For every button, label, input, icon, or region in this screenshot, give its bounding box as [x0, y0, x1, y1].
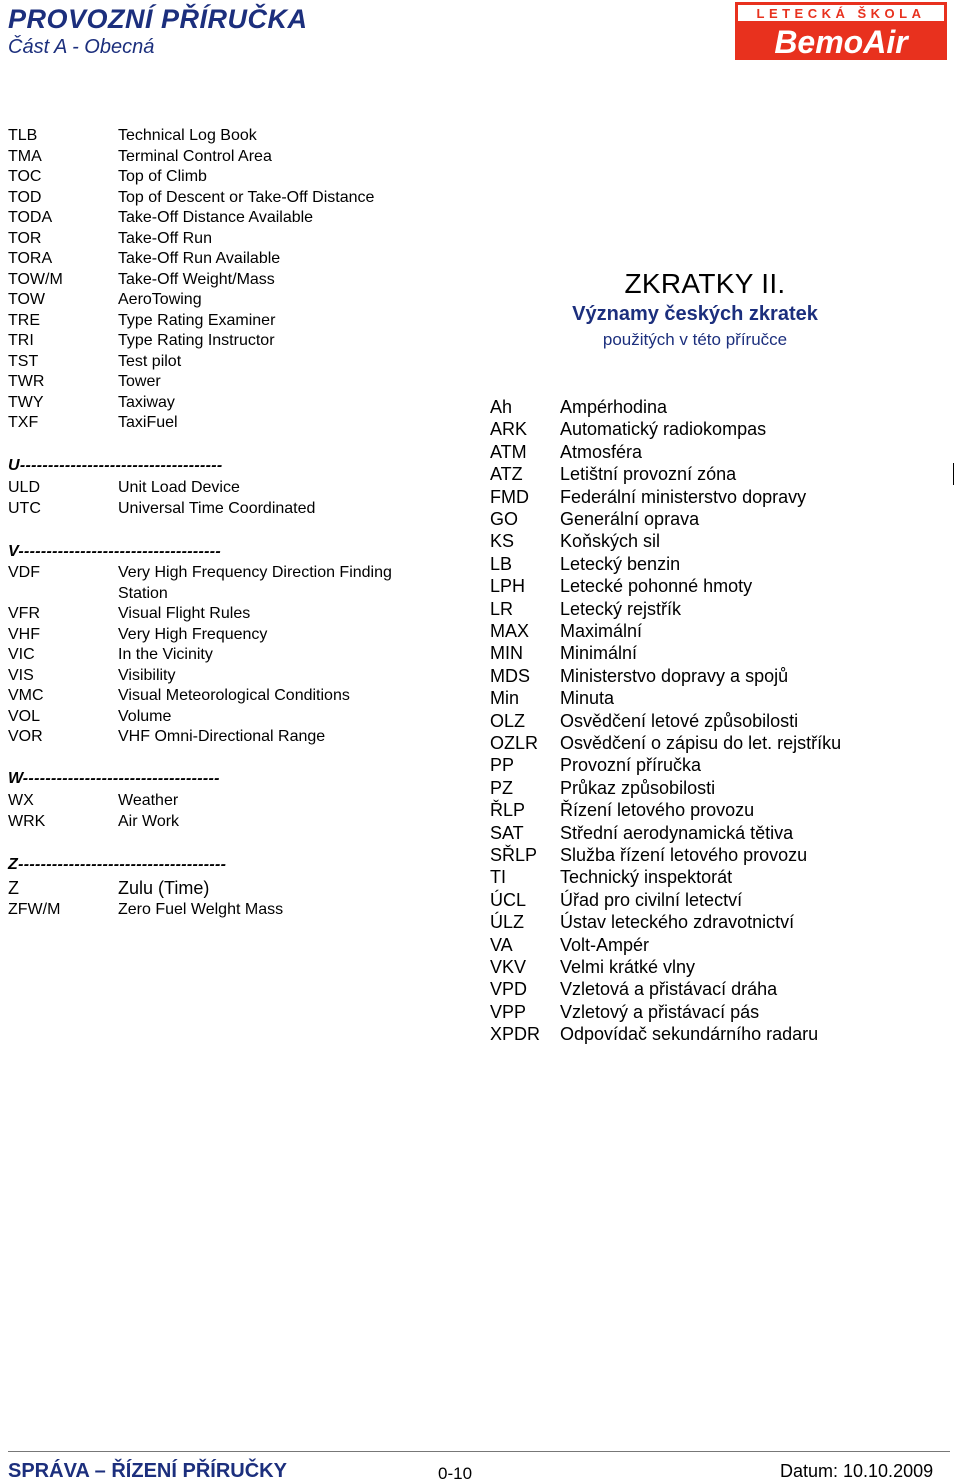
czech-abbreviation-row	[0, 978, 950, 1000]
section-divider: V------------------------------------	[8, 543, 221, 560]
czech-abbreviation-row	[0, 889, 950, 911]
abbreviation-meaning: Řízení letového provozu	[560, 800, 755, 821]
abbreviation-row	[0, 270, 470, 290]
czech-abbreviation-row	[0, 754, 950, 776]
czech-abbreviation-row	[0, 1001, 950, 1023]
abbreviation: ARK	[490, 419, 528, 440]
svg-text:LETECKÁ ŠKOLA: LETECKÁ ŠKOLA	[756, 6, 926, 21]
abbreviation-meaning: Visual Flight Rules	[118, 605, 251, 622]
abbreviation-meaning: Minimální	[560, 643, 638, 664]
abbreviation-row	[0, 208, 470, 228]
abbreviation-meaning: Maximální	[560, 621, 643, 641]
abbreviation: TWR	[8, 373, 45, 390]
abbreviation-row	[0, 249, 470, 269]
abbreviation-meaning: Minuta	[560, 688, 615, 709]
abbreviation-meaning: Letištní provozní zóna	[560, 464, 737, 485]
abbreviation-meaning: Zulu (Time)	[118, 878, 210, 898]
bemoair-logo	[735, 2, 947, 60]
abbreviation: VPD	[490, 979, 528, 1000]
czech-abbreviation-row	[0, 1023, 950, 1045]
abbreviation-meaning: Take-Off Run	[118, 229, 212, 247]
abbreviation-meaning: Very High Frequency Direction Finding	[118, 564, 392, 581]
section-subtitle-note: použitých v této příručce	[602, 330, 788, 349]
abbreviation: VA	[490, 934, 513, 955]
abbreviation-meaning: Very High Frequency	[118, 625, 268, 643]
abbreviation-row	[0, 147, 470, 167]
abbreviation-meaning: Osvědčení letové způsobilosti	[560, 710, 799, 731]
abbreviation: TOW/M	[8, 270, 63, 288]
abbreviation-meaning: Ministerstvo dopravy a spojů	[560, 665, 789, 686]
abbreviation: VDF	[8, 564, 40, 581]
abbreviation: TWY	[8, 393, 44, 411]
abbreviation-meaning: Visibility	[118, 666, 176, 684]
abbreviation: XPDR	[490, 1024, 541, 1045]
czech-abbreviation-row	[0, 911, 950, 933]
abbreviation: TI	[490, 867, 506, 888]
abbreviation-meaning: Take-Off Distance Available	[118, 209, 314, 226]
abbreviation-meaning: Průkaz způsobilosti	[560, 777, 716, 798]
abbreviation: VHF	[8, 625, 40, 643]
abbreviation-meaning: Volume	[118, 707, 172, 725]
abbreviation-meaning: Letecký benzin	[560, 553, 681, 574]
abbreviation-row	[0, 229, 470, 249]
abbreviation: TLB	[8, 127, 38, 144]
abbreviation-meaning: Tower	[118, 373, 161, 390]
abbreviation-meaning: AeroTowing	[118, 291, 202, 308]
abbreviation-meaning: In the Vicinity	[118, 646, 213, 663]
czech-abbreviation-row	[0, 553, 950, 575]
abbreviation-meaning: Technický inspektorát	[560, 867, 733, 888]
abbreviation-meaning: Odpovídač sekundárního radaru	[560, 1024, 819, 1045]
abbreviation-row	[0, 126, 470, 146]
czech-abbreviation-row	[0, 441, 950, 463]
abbreviation-meaning: Terminal Control Area	[118, 147, 272, 165]
czech-abbreviation-row	[0, 418, 950, 440]
abbreviation: VIC	[8, 646, 35, 663]
abbreviation-meaning: Top of Climb	[118, 168, 207, 185]
abbreviation-meaning: Úřad pro civilní letectví	[560, 889, 743, 910]
abbreviation-meaning: Zero Fuel Welght Mass	[118, 901, 284, 918]
abbreviation: MAX	[490, 621, 530, 641]
czech-abbreviation-row	[0, 822, 950, 844]
abbreviation-row	[0, 311, 470, 331]
abbreviation: VKV	[490, 957, 527, 977]
abbreviation: ÚLZ	[490, 912, 525, 933]
abbreviation: ATZ	[490, 464, 523, 485]
abbreviation-row	[0, 331, 470, 351]
abbreviation-meaning: TaxiFuel	[118, 414, 178, 431]
abbreviation-row	[0, 290, 470, 310]
abbreviation-meaning: Type Rating Examiner	[118, 311, 276, 329]
abbreviation: TOW	[8, 291, 46, 308]
abbreviation-meaning: Take-Off Run Available	[118, 250, 281, 267]
abbreviation: ATM	[490, 441, 527, 462]
abbreviation-meaning: Automatický radiokompas	[560, 419, 767, 440]
abbreviation-row	[0, 167, 470, 187]
czech-abbreviation-row	[0, 777, 950, 799]
czech-abbreviation-row	[0, 620, 950, 642]
abbreviation-meaning: Střední aerodynamická tětiva	[560, 822, 794, 843]
abbreviation-meaning: Ampérhodina	[560, 397, 668, 417]
abbreviation: TRI	[8, 332, 34, 349]
abbreviation: TRE	[8, 311, 40, 329]
czech-abbreviation-row	[0, 508, 950, 530]
abbreviation: TOD	[8, 188, 42, 206]
abbreviation-meaning: Služba řízení letového provozu	[560, 845, 808, 865]
abbreviation-meaning: Osvědčení o zápisu do let. rejstříku	[560, 733, 842, 753]
abbreviation: Z	[8, 878, 19, 898]
abbreviation-meaning: Universal Time Coordinated	[118, 499, 316, 517]
footer-section-name: SPRÁVA – ŘÍZENÍ PŘÍRUČKY	[8, 1460, 287, 1482]
abbreviation-meaning: Take-Off Weight/Mass	[118, 270, 275, 288]
abbreviation: SŘLP	[490, 845, 538, 865]
section-divider: U------------------------------------	[8, 457, 223, 474]
abbreviation-meaning: Letecké pohonné hmoty	[560, 576, 753, 597]
section-divider: Z-------------------------------------	[8, 856, 227, 873]
abbreviation-meaning: Top of Descent or Take-Off Distance	[118, 188, 375, 206]
czech-abbreviation-row	[0, 710, 950, 732]
abbreviation: LPH	[490, 576, 526, 597]
czech-abbreviation-row	[0, 463, 950, 485]
section-divider: W-----------------------------------	[8, 770, 220, 787]
abbreviation-meaning: Technical Log Book	[118, 127, 257, 144]
abbreviation: ŘLP	[490, 800, 526, 821]
abbreviation-meaning: Station	[118, 584, 168, 602]
abbreviation-row	[0, 352, 470, 372]
abbreviation: TST	[8, 352, 39, 370]
abbreviation-meaning: Letecký rejstřík	[560, 598, 682, 619]
abbreviation: TOR	[8, 229, 42, 247]
abbreviation: VOL	[8, 707, 41, 725]
czech-abbreviation-row	[0, 598, 950, 620]
abbreviation: KS	[490, 531, 515, 552]
abbreviation: TODA	[8, 209, 53, 226]
document-title: PROVOZNÍ PŘÍRUČKA	[8, 4, 308, 34]
abbreviation: OLZ	[490, 710, 526, 731]
abbreviation: TMA	[8, 147, 42, 165]
abbreviation-meaning: Volt-Ampér	[560, 934, 650, 955]
czech-abbreviation-row	[0, 934, 950, 956]
section-subtitle: Významy českých zkratek	[572, 303, 818, 325]
abbreviation-row	[0, 188, 470, 208]
czech-abbreviation-row	[0, 799, 950, 821]
czech-abbreviation-row	[0, 486, 950, 508]
document-subtitle: Část A - Obecná	[8, 36, 155, 58]
abbreviation-meaning: Velmi krátké vlny	[560, 957, 696, 977]
abbreviation-meaning: Type Rating Instructor	[118, 332, 275, 349]
abbreviation: SAT	[490, 822, 524, 843]
abbreviation-meaning: Air Work	[118, 812, 180, 830]
abbreviation: VMC	[8, 687, 44, 704]
abbreviation: LB	[490, 553, 513, 574]
abbreviation-meaning: Weather	[118, 792, 179, 809]
abbreviation-meaning: Koňských sil	[560, 531, 661, 552]
abbreviation-meaning: VHF Omni-Directional Range	[118, 728, 326, 745]
abbreviation: TOC	[8, 168, 42, 185]
abbreviation: Ah	[490, 397, 513, 417]
czech-abbreviation-row	[0, 866, 950, 888]
section-title: ZKRATKY II.	[624, 268, 786, 299]
czech-abbreviation-row	[0, 642, 950, 664]
footer-date: Datum: 10.10.2009	[780, 1461, 934, 1481]
abbreviation: VOR	[8, 728, 43, 745]
czech-abbreviation-row	[0, 530, 950, 552]
abbreviation: TXF	[8, 414, 39, 431]
abbreviation: ÚCL	[490, 889, 527, 910]
abbreviation-meaning: Atmosféra	[560, 441, 643, 462]
abbreviation-meaning: Taxiway	[118, 393, 175, 411]
abbreviation-meaning: Unit Load Device	[118, 479, 240, 496]
margin-mark	[953, 463, 954, 485]
abbreviation-meaning: Test pilot	[118, 352, 182, 370]
czech-abbreviation-row	[0, 732, 950, 754]
abbreviation: MIN	[490, 643, 523, 664]
abbreviation: ULD	[8, 479, 41, 496]
abbreviation: MDS	[490, 665, 530, 686]
czech-abbreviation-row	[0, 575, 950, 597]
czech-abbreviation-row	[0, 396, 950, 418]
czech-abbreviation-row	[0, 844, 950, 866]
abbreviation-meaning: Ústav leteckého zdravotnictví	[560, 912, 795, 933]
abbreviation: VIS	[8, 666, 34, 684]
abbreviation-meaning: Vzletová a přistávací dráha	[560, 979, 778, 1000]
abbreviation: LR	[490, 598, 514, 619]
abbreviation-meaning: Vzletový a přistávací pás	[560, 1001, 760, 1022]
abbreviation-meaning: Visual Meteorological Conditions	[118, 687, 350, 704]
abbreviation-meaning: Generální oprava	[560, 509, 700, 529]
page-number: 0-10	[438, 1464, 473, 1483]
abbreviation-meaning: Federální ministerstvo dopravy	[560, 486, 807, 507]
svg-text:BemoAir: BemoAir	[774, 24, 908, 60]
abbreviation: PP	[490, 755, 515, 776]
abbreviation: UTC	[8, 499, 41, 517]
abbreviation: PZ	[490, 777, 514, 798]
czech-abbreviation-row	[0, 687, 950, 709]
czech-abbreviation-row	[0, 956, 950, 978]
abbreviation-row	[0, 372, 470, 392]
abbreviation: WX	[8, 792, 34, 809]
abbreviation-meaning: Provozní příručka	[560, 755, 702, 776]
abbreviation: Min	[490, 688, 520, 709]
abbreviation: WRK	[8, 812, 46, 830]
abbreviation: ZFW/M	[8, 901, 61, 918]
footer-rule	[8, 1451, 950, 1452]
abbreviation: FMD	[490, 486, 529, 507]
abbreviation: VFR	[8, 605, 40, 622]
czech-abbreviation-row	[0, 665, 950, 687]
abbreviation: GO	[490, 509, 519, 529]
abbreviation: TORA	[8, 250, 53, 267]
abbreviation: VPP	[490, 1001, 527, 1022]
abbreviation: OZLR	[490, 733, 539, 753]
